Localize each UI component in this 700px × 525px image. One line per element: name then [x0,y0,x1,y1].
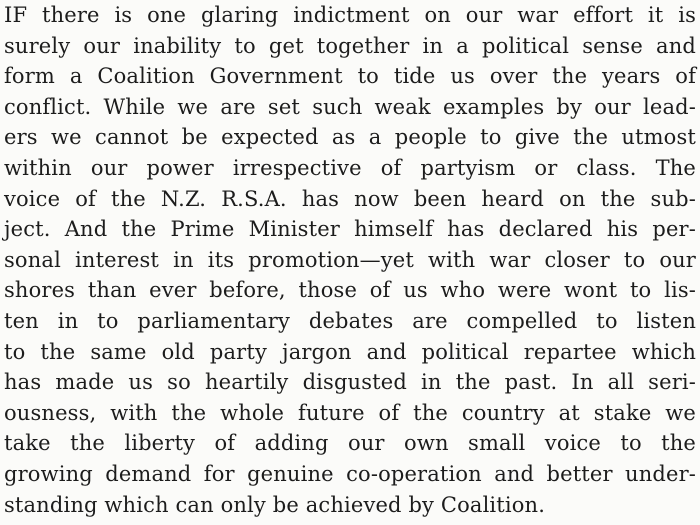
text-line: take the liberty of adding our own small voice to the [4,431,696,456]
text-line: ject. And the Prime Minister himself has declared his per- [4,217,696,242]
text-line: form a Coalition Government to tide us over the years of [4,64,696,89]
text-line: sonal interest in its promotion—yet with war closer to our [4,247,696,272]
article-paragraph [4,0,696,520]
text-line: shores than ever before, those of us who were wont to lis- [4,278,696,303]
text-line: ousness, with the whole future of the country at stake we [4,400,696,425]
text-line: to the same old party jargon and political repartee which [4,339,696,364]
text-line: standing which can only be achieved by Coalition. [4,492,546,517]
text-line: conflict. While we are set such weak examples by our lead- [4,94,696,119]
text-line: growing demand for genuine co-operation and better under- [4,461,696,486]
text-line: surely our inability to get together in a political sense and [4,33,696,58]
text-line: within our power irrespective of partyism or class. The [4,155,696,180]
text-line: ers we cannot be expected as a people to give the utmost [4,125,696,150]
text-line: voice of the N.Z. R.S.A. has now been heard on the sub- [4,186,696,211]
text-line: ten in to parliamentary debates are compelled to listen [4,308,696,333]
text-line: has made us so heartily disgusted in the past. In all seri- [4,370,696,395]
text-line: IF there is one glaring indictment on our war effort it is [4,3,696,27]
